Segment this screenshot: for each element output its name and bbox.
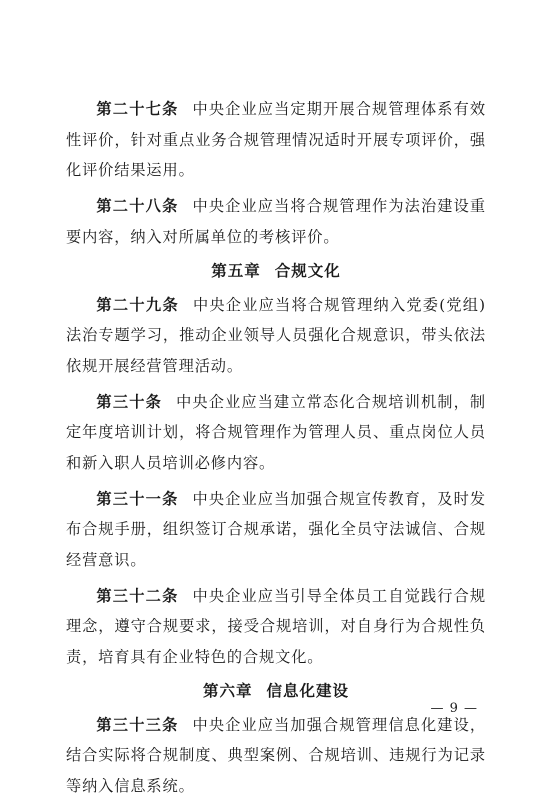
article-text: 中央企业应当加强合规宣传教育，及时发布合规手册，组织签订合规承诺，强化全员守法诚信、合规经营意识。 (66, 489, 487, 569)
article-number: 第三十三条 (96, 715, 179, 734)
article-28 (66, 191, 486, 252)
article-31 (66, 484, 486, 576)
article-number: 第三十条 (96, 392, 163, 411)
document-body (66, 94, 486, 807)
article-text: 中央企业应当将合规管理纳入党委(党组)法治专题学习，推动企业领导人员强化合规意识，带头依法依规开展经营管理活动。 (66, 295, 487, 375)
article-text: 中央企业应当引导全体员工自觉践行合规理念，遵守合规要求，接受合规培训，对自身行为合规性负责，培育具有企业特色的合规文化。 (66, 586, 487, 666)
article-number: 第二十九条 (96, 295, 179, 314)
article-number: 第二十七条 (96, 100, 179, 118)
article-text: 中央企业应当建立常态化合规培训机制，制定年度培训计划，将合规管理作为管理人员、重点岗位人员和新入职人员培训必修内容。 (66, 392, 487, 472)
article-number: 第三十二条 (96, 586, 179, 605)
article-text: 中央企业应当加强合规管理信息化建设，结合实际将合规制度、典型案例、合规培训、违规行为记录等纳入信息系统。 (66, 715, 487, 795)
article-number: 第二十八条 (96, 197, 179, 215)
article-27 (66, 94, 486, 186)
article-number: 第三十一条 (96, 489, 179, 508)
chapter-heading-6 (66, 676, 486, 706)
page-number: — 9 — (430, 701, 478, 716)
chapter-title: 信息化建设 (266, 681, 350, 700)
chapter-number: 第五章 (211, 261, 261, 280)
article-32 (66, 581, 486, 673)
article-text: 中央企业应当将合规管理作为法治建设重要内容，纳入对所属单位的考核评价。 (66, 197, 487, 246)
article-33 (66, 710, 486, 802)
article-30 (66, 387, 486, 479)
chapter-heading-5 (66, 256, 486, 286)
chapter-title: 合规文化 (274, 261, 341, 280)
article-text: 中央企业应当定期开展合规管理体系有效性评价，针对重点业务合规管理情况适时开展专项评价，强化评价结果运用。 (66, 100, 487, 179)
chapter-number: 第六章 (202, 681, 253, 700)
article-29 (66, 290, 486, 382)
